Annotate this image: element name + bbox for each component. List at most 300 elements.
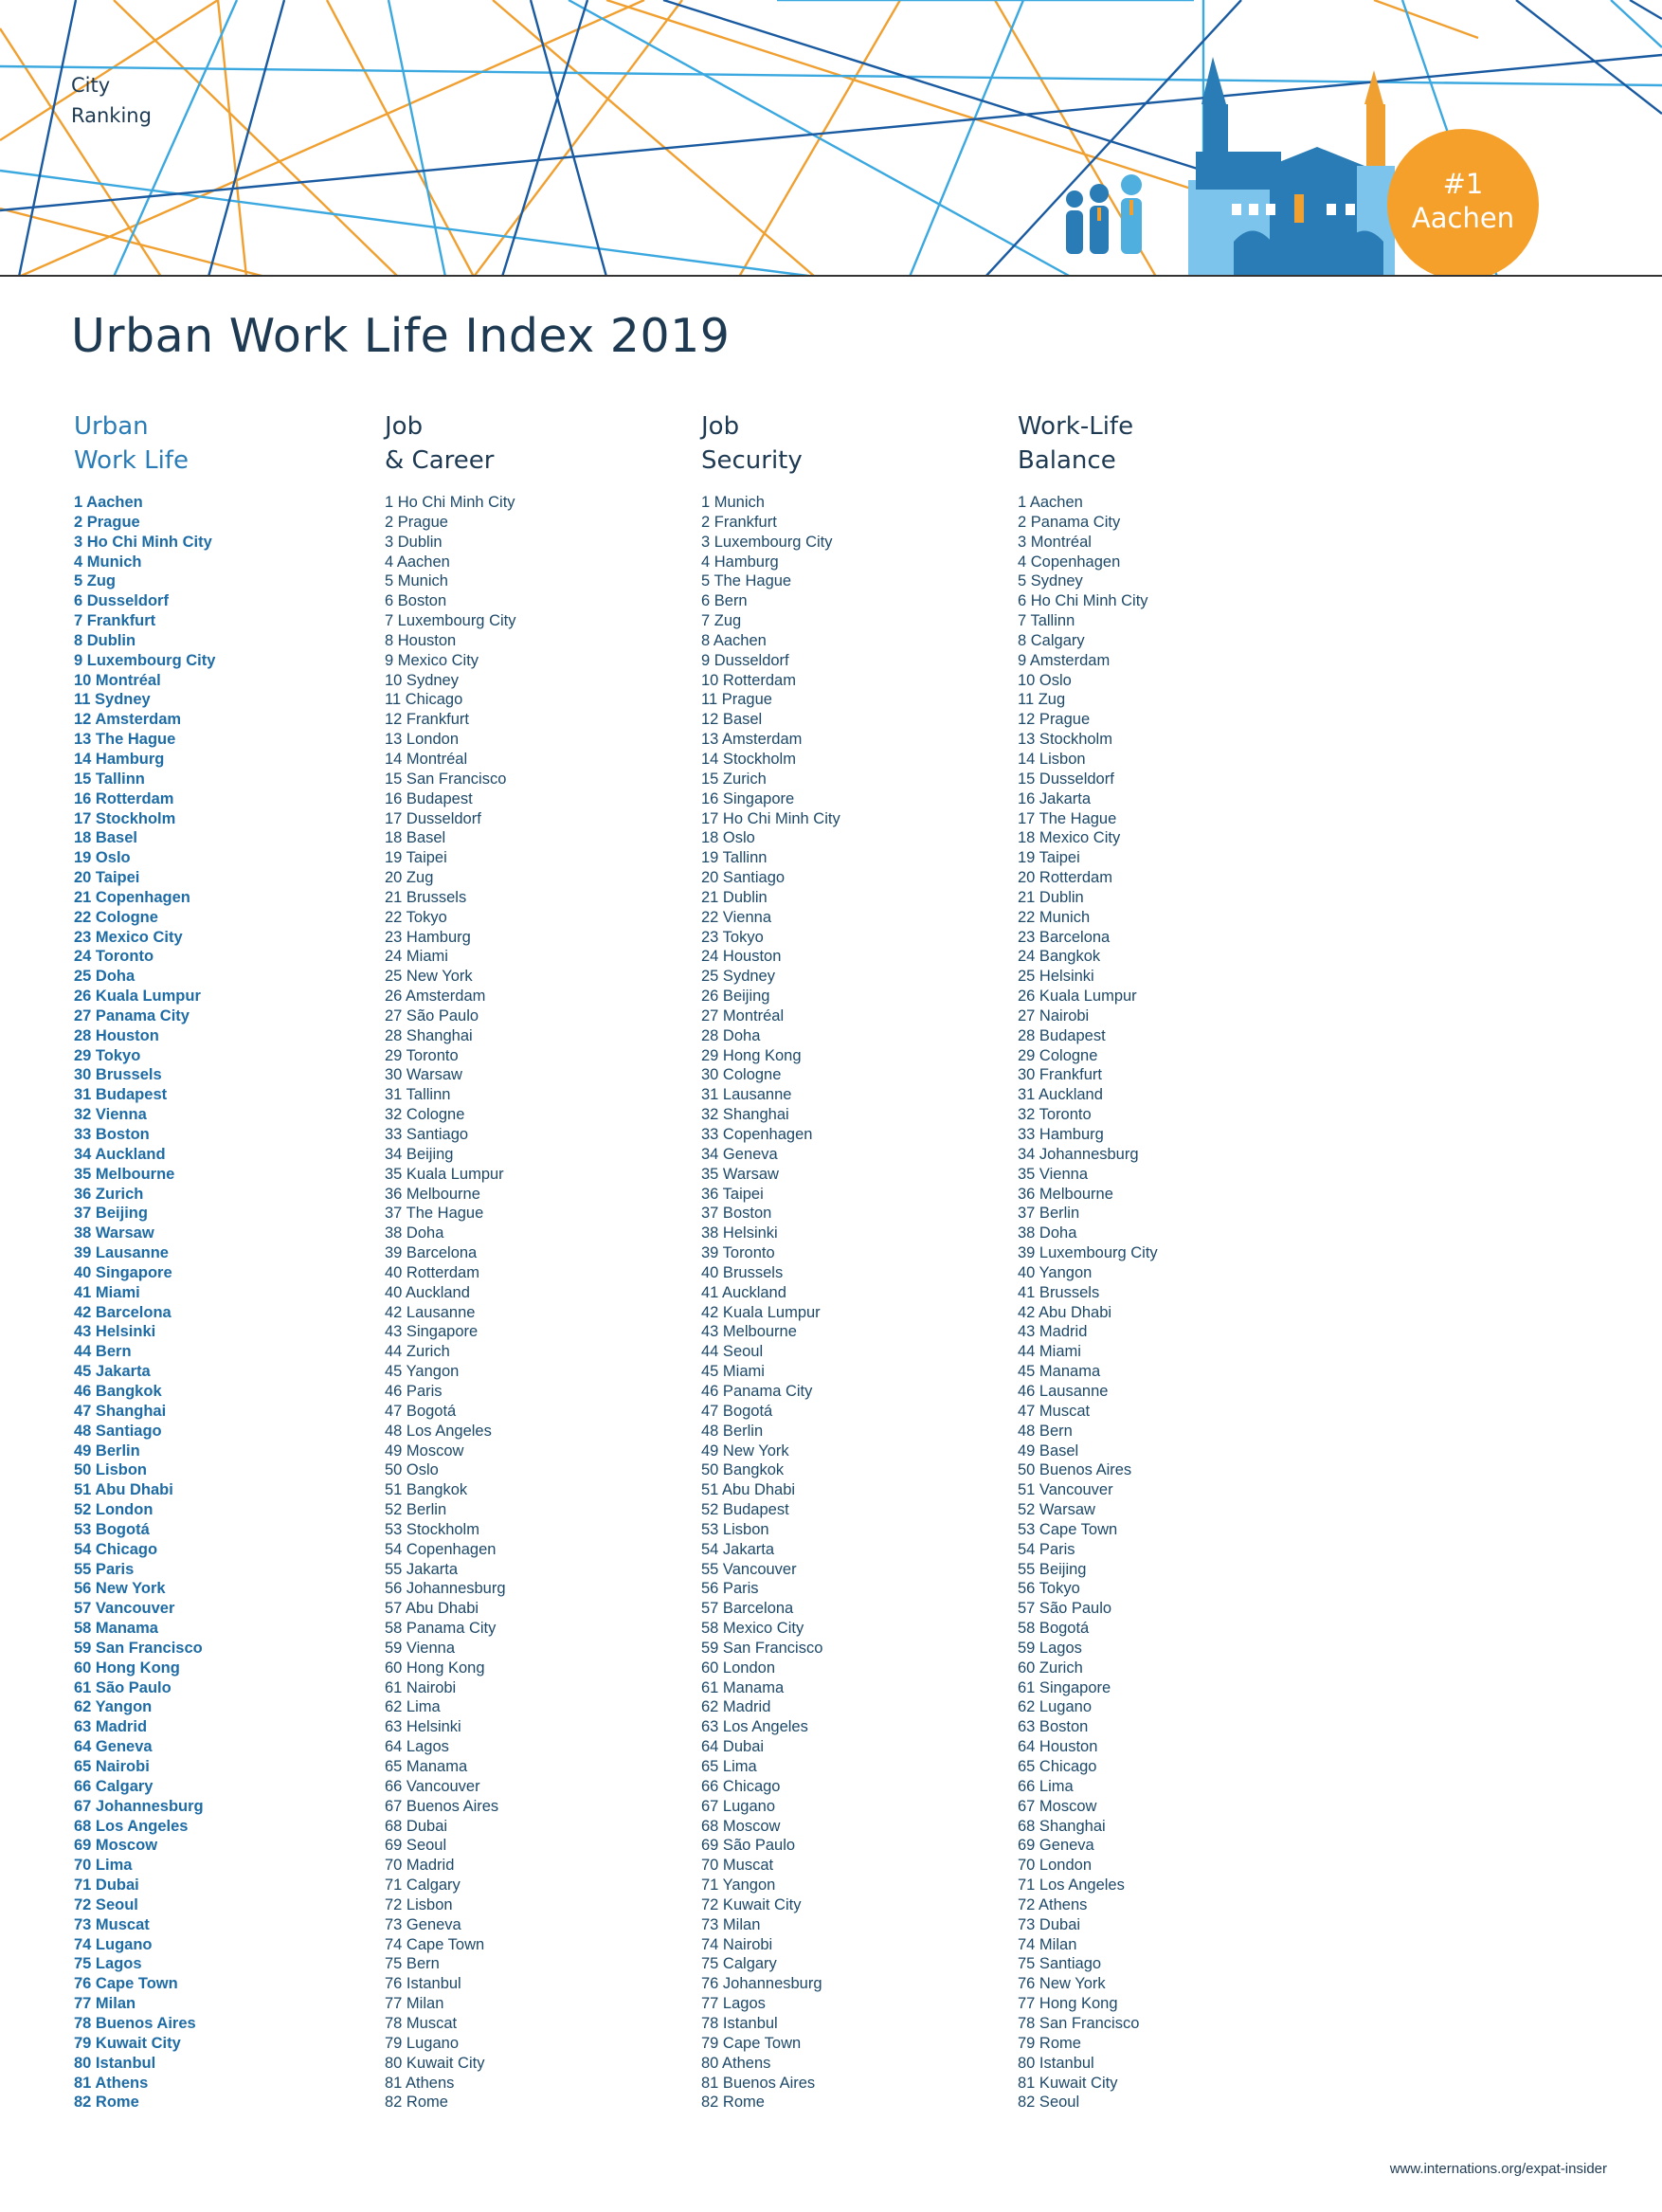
ranking-item: 4 Copenhagen — [1018, 553, 1121, 571]
ranking-item: 46 Bangkok — [74, 1382, 162, 1400]
ranking-item: 17 Dusseldorf — [385, 809, 481, 827]
ranking-item: 50 Lisbon — [74, 1461, 148, 1479]
ranking-item: 46 Panama City — [701, 1382, 813, 1400]
ranking-item: 57 Barcelona — [701, 1600, 794, 1618]
ranking-item: 21 Dublin — [701, 888, 768, 906]
ranking-item: 57 Vancouver — [74, 1600, 175, 1618]
ranking-item: 21 Copenhagen — [74, 888, 190, 906]
ranking-item: 79 Cape Town — [701, 2034, 802, 2052]
ranking-item: 26 Beijing — [701, 988, 770, 1006]
ranking-item: 45 Yangon — [385, 1363, 460, 1381]
ranking-item: 5 Sydney — [1018, 572, 1083, 590]
ranking-item: 82 Seoul — [1018, 2094, 1080, 2112]
ranking-item: 74 Lugano — [74, 1935, 153, 1953]
ranking-item: 23 Mexico City — [74, 928, 183, 946]
ranking-item: 18 Oslo — [701, 829, 755, 847]
ranking-item: 60 Hong Kong — [385, 1659, 485, 1677]
ranking-item: 68 Dubai — [385, 1817, 448, 1835]
ranking-item: 9 Mexico City — [385, 651, 479, 669]
ranking-item: 44 Bern — [74, 1343, 132, 1361]
ranking-item: 36 Zurich — [74, 1185, 144, 1203]
ranking-item: 19 Tallinn — [701, 849, 768, 867]
ranking-item: 53 Stockholm — [385, 1520, 479, 1538]
ranking-item: 74 Nairobi — [701, 1935, 773, 1953]
column-job-career — [385, 409, 688, 2112]
ranking-item: 11 Prague — [701, 691, 772, 709]
ranking-item: 69 Geneva — [1018, 1837, 1094, 1855]
ranking-item: 77 Hong Kong — [1018, 1995, 1118, 2013]
ranking-item: 48 Los Angeles — [385, 1422, 492, 1440]
ranking-item: 69 São Paulo — [701, 1837, 796, 1855]
ranking-item: 74 Cape Town — [385, 1935, 485, 1953]
column-work-life-balance — [1018, 409, 1321, 2112]
ranking-item: 8 Houston — [385, 631, 457, 649]
ranking-item: 20 Zug — [385, 869, 434, 887]
ranking-item: 36 Melbourne — [385, 1185, 480, 1203]
ranking-item: 7 Luxembourg City — [385, 612, 516, 630]
ranking-item: 15 San Francisco — [385, 770, 507, 788]
ranking-item: 66 Calgary — [74, 1777, 154, 1795]
ranking-item: 78 Istanbul — [701, 2014, 778, 2032]
ranking-item: 60 Hong Kong — [74, 1659, 180, 1677]
column-heading-line1: Work-Life — [1018, 412, 1134, 441]
ranking-item: 63 Helsinki — [385, 1718, 461, 1736]
ranking-item: 56 Paris — [701, 1580, 759, 1598]
ranking-item: 47 Shanghai — [74, 1402, 167, 1420]
ranking-item: 2 Panama City — [1018, 513, 1121, 531]
ranking-item: 77 Milan — [385, 1995, 444, 2013]
column-heading-line2: Balance — [1018, 446, 1116, 475]
ranking-item: 7 Tallinn — [1018, 612, 1075, 630]
ranking-item: 66 Chicago — [701, 1777, 781, 1795]
ranking-item: 62 Madrid — [701, 1698, 771, 1716]
ranking-item: 48 Berlin — [701, 1422, 764, 1440]
ranking-item: 18 Basel — [74, 829, 137, 847]
section-label-line1: City — [71, 74, 111, 97]
ranking-item: 79 Lugano — [385, 2034, 459, 2052]
ranking-item: 18 Basel — [385, 829, 446, 847]
ranking-item: 63 Boston — [1018, 1718, 1089, 1736]
ranking-item: 81 Athens — [74, 2074, 149, 2092]
ranking-item: 58 Manama — [74, 1620, 158, 1638]
ranking-item: 28 Doha — [701, 1026, 761, 1044]
column-heading — [701, 409, 1004, 493]
ranking-item: 53 Bogotá — [74, 1520, 150, 1538]
ranking-item: 36 Melbourne — [1018, 1185, 1113, 1203]
ranking-item: 61 Manama — [701, 1678, 785, 1696]
ranking-item: 54 Copenhagen — [385, 1540, 497, 1558]
ranking-item: 62 Yangon — [74, 1698, 153, 1716]
ranking-item: 14 Stockholm — [701, 750, 796, 768]
column-heading-line1: Job — [701, 412, 740, 441]
ranking-item: 57 São Paulo — [1018, 1600, 1112, 1618]
winner-badge — [1387, 129, 1539, 277]
ranking-item: 32 Shanghai — [701, 1106, 789, 1124]
ranking-item: 30 Brussels — [74, 1066, 162, 1084]
ranking-item: 16 Jakarta — [1018, 789, 1092, 807]
ranking-item: 31 Auckland — [1018, 1086, 1103, 1104]
ranking-item: 67 Johannesburg — [74, 1797, 204, 1815]
ranking-item: 21 Brussels — [385, 888, 467, 906]
ranking-item: 66 Vancouver — [385, 1777, 480, 1795]
ranking-item: 12 Prague — [1018, 711, 1091, 729]
ranking-item: 39 Toronto — [701, 1244, 775, 1262]
ranking-item: 46 Paris — [385, 1382, 443, 1400]
ranking-item: 67 Buenos Aires — [385, 1797, 499, 1815]
ranking-item: 26 Amsterdam — [385, 988, 486, 1006]
ranking-item: 65 Nairobi — [74, 1758, 150, 1775]
ranking-item: 34 Beijing — [385, 1145, 454, 1163]
footer-url: www.internations.org/expat-insider — [1389, 2161, 1607, 2177]
ranking-item: 2 Prague — [385, 513, 448, 531]
ranking-item: 5 The Hague — [701, 572, 792, 590]
ranking-item: 21 Dublin — [1018, 888, 1084, 906]
ranking-item: 70 Madrid — [385, 1857, 455, 1875]
ranking-item: 4 Munich — [74, 553, 142, 571]
ranking-item: 44 Seoul — [701, 1343, 764, 1361]
ranking-item: 56 Tokyo — [1018, 1580, 1080, 1598]
ranking-item: 41 Miami — [74, 1283, 140, 1301]
ranking-list — [74, 493, 377, 2112]
ranking-item: 10 Rotterdam — [701, 671, 796, 689]
ranking-item: 22 Munich — [1018, 908, 1091, 926]
ranking-item: 72 Athens — [1018, 1895, 1088, 1913]
ranking-item: 6 Bern — [701, 592, 748, 610]
ranking-item: 35 Warsaw — [701, 1165, 779, 1183]
ranking-item: 17 Stockholm — [74, 809, 176, 827]
ranking-item: 44 Miami — [1018, 1343, 1081, 1361]
ranking-item: 62 Lima — [385, 1698, 441, 1716]
ranking-item: 13 Stockholm — [1018, 731, 1112, 749]
ranking-item: 81 Kuwait City — [1018, 2074, 1118, 2092]
ranking-item: 72 Lisbon — [385, 1895, 453, 1913]
ranking-item: 79 Rome — [1018, 2034, 1081, 2052]
ranking-item: 23 Hamburg — [385, 928, 471, 946]
ranking-item: 43 Helsinki — [74, 1323, 156, 1341]
ranking-item: 43 Singapore — [385, 1323, 479, 1341]
ranking-item: 69 Moscow — [74, 1837, 158, 1855]
ranking-item: 75 Lagos — [74, 1955, 142, 1973]
ranking-item: 56 New York — [74, 1580, 166, 1598]
ranking-item: 74 Milan — [1018, 1935, 1077, 1953]
ranking-item: 82 Rome — [701, 2094, 765, 2112]
ranking-item: 30 Cologne — [701, 1066, 782, 1084]
ranking-item: 68 Shanghai — [1018, 1817, 1106, 1835]
ranking-item: 10 Montréal — [74, 671, 161, 689]
ranking-item: 65 Lima — [701, 1758, 757, 1775]
ranking-item: 58 Bogotá — [1018, 1620, 1090, 1638]
ranking-item: 70 Lima — [74, 1857, 133, 1875]
ranking-item: 22 Tokyo — [385, 908, 447, 926]
ranking-item: 47 Bogotá — [701, 1402, 773, 1420]
ranking-item: 46 Lausanne — [1018, 1382, 1109, 1400]
ranking-item: 73 Geneva — [385, 1915, 461, 1933]
ranking-item: 24 Bangkok — [1018, 948, 1101, 966]
ranking-item: 65 Manama — [385, 1758, 468, 1775]
ranking-item: 79 Kuwait City — [74, 2034, 181, 2052]
ranking-item: 54 Paris — [1018, 1540, 1075, 1558]
ranking-item: 39 Luxembourg City — [1018, 1244, 1158, 1262]
ranking-item: 27 Panama City — [74, 1006, 190, 1024]
ranking-item: 81 Buenos Aires — [701, 2074, 816, 2092]
ranking-item: 59 Lagos — [1018, 1639, 1082, 1657]
ranking-item: 53 Cape Town — [1018, 1520, 1118, 1538]
ranking-item: 12 Frankfurt — [385, 711, 469, 729]
ranking-item: 15 Tallinn — [74, 770, 145, 788]
column-heading — [1018, 409, 1321, 493]
ranking-item: 61 Nairobi — [385, 1678, 457, 1696]
header-divider — [0, 275, 1662, 277]
ranking-item: 33 Copenhagen — [701, 1126, 813, 1143]
ranking-list — [1018, 493, 1321, 2112]
ranking-item: 61 São Paulo — [74, 1678, 172, 1696]
ranking-item: 72 Seoul — [74, 1895, 138, 1913]
ranking-item: 41 Brussels — [1018, 1283, 1100, 1301]
ranking-item: 34 Johannesburg — [1018, 1145, 1139, 1163]
ranking-item: 11 Zug — [1018, 691, 1066, 709]
ranking-item: 13 The Hague — [74, 731, 176, 749]
ranking-item: 38 Doha — [385, 1224, 444, 1242]
ranking-item: 52 Berlin — [385, 1501, 447, 1519]
ranking-item: 39 Barcelona — [385, 1244, 478, 1262]
ranking-item: 19 Taipei — [385, 849, 447, 867]
ranking-item: 75 Calgary — [701, 1955, 777, 1973]
ranking-item: 3 Dublin — [385, 533, 443, 551]
ranking-item: 8 Dublin — [74, 631, 136, 649]
ranking-item: 59 Vienna — [385, 1639, 456, 1657]
ranking-list — [385, 493, 688, 2112]
ranking-item: 59 San Francisco — [74, 1639, 203, 1657]
ranking-item: 37 The Hague — [385, 1205, 484, 1223]
ranking-item: 47 Bogotá — [385, 1402, 457, 1420]
ranking-item: 53 Lisbon — [701, 1520, 769, 1538]
ranking-item: 58 Mexico City — [701, 1620, 804, 1638]
ranking-item: 42 Lausanne — [385, 1303, 476, 1321]
header-banner — [0, 0, 1662, 277]
ranking-item: 42 Barcelona — [74, 1303, 172, 1321]
ranking-item: 19 Oslo — [74, 849, 131, 867]
ranking-item: 58 Panama City — [385, 1620, 497, 1638]
ranking-item: 40 Singapore — [74, 1263, 172, 1281]
winner-city: Aachen — [1411, 202, 1515, 234]
ranking-item: 16 Singapore — [701, 789, 795, 807]
ranking-item: 30 Frankfurt — [1018, 1066, 1102, 1084]
ranking-item: 76 Cape Town — [74, 1975, 178, 1993]
ranking-item: 6 Dusseldorf — [74, 592, 169, 610]
ranking-item: 4 Aachen — [385, 553, 450, 571]
ranking-item: 18 Mexico City — [1018, 829, 1121, 847]
ranking-item: 64 Lagos — [385, 1738, 449, 1756]
ranking-item: 43 Melbourne — [701, 1323, 797, 1341]
ranking-item: 47 Muscat — [1018, 1402, 1091, 1420]
ranking-item: 63 Madrid — [74, 1718, 148, 1736]
ranking-item: 55 Beijing — [1018, 1560, 1087, 1578]
ranking-item: 73 Muscat — [74, 1915, 150, 1933]
ranking-item: 67 Lugano — [701, 1797, 775, 1815]
ranking-item: 26 Kuala Lumpur — [74, 988, 201, 1006]
ranking-item: 66 Lima — [1018, 1777, 1074, 1795]
ranking-item: 24 Miami — [385, 948, 448, 966]
ranking-item: 51 Bangkok — [385, 1481, 468, 1499]
ranking-item: 82 Rome — [74, 2094, 139, 2112]
ranking-item: 55 Jakarta — [385, 1560, 459, 1578]
ranking-item: 40 Yangon — [1018, 1263, 1093, 1281]
ranking-item: 29 Tokyo — [74, 1046, 141, 1064]
ranking-item: 44 Zurich — [385, 1343, 450, 1361]
ranking-item: 61 Singapore — [1018, 1678, 1111, 1696]
ranking-item: 29 Hong Kong — [701, 1046, 802, 1064]
ranking-item: 69 Seoul — [385, 1837, 447, 1855]
column-heading-line2: Security — [701, 446, 803, 475]
ranking-item: 25 Helsinki — [1018, 968, 1094, 986]
ranking-item: 80 Istanbul — [74, 2054, 156, 2072]
ranking-item: 45 Jakarta — [74, 1363, 151, 1381]
ranking-item: 22 Cologne — [74, 908, 158, 926]
ranking-item: 54 Chicago — [74, 1540, 158, 1558]
ranking-item: 29 Cologne — [1018, 1046, 1098, 1064]
ranking-item: 12 Amsterdam — [74, 711, 182, 729]
ranking-item: 27 São Paulo — [385, 1006, 479, 1024]
ranking-item: 24 Houston — [701, 948, 782, 966]
ranking-item: 35 Kuala Lumpur — [385, 1165, 504, 1183]
ranking-item: 11 Chicago — [385, 691, 463, 709]
ranking-item: 41 Auckland — [701, 1283, 786, 1301]
ranking-item: 40 Rotterdam — [385, 1263, 479, 1281]
ranking-item: 7 Zug — [701, 612, 742, 630]
ranking-item: 25 Doha — [74, 968, 135, 986]
ranking-item: 17 The Hague — [1018, 809, 1117, 827]
ranking-item: 68 Los Angeles — [74, 1817, 189, 1835]
column-heading-line1: Job — [385, 412, 424, 441]
ranking-item: 49 New York — [701, 1441, 789, 1460]
ranking-item: 9 Amsterdam — [1018, 651, 1111, 669]
ranking-item: 31 Tallinn — [385, 1086, 451, 1104]
ranking-item: 51 Abu Dhabi — [74, 1481, 173, 1499]
ranking-item: 13 London — [385, 731, 459, 749]
ranking-item: 19 Taipei — [1018, 849, 1080, 867]
ranking-item: 72 Kuwait City — [701, 1895, 802, 1913]
ranking-item: 16 Budapest — [385, 789, 473, 807]
people-icon — [1066, 174, 1142, 254]
ranking-item: 7 Frankfurt — [74, 612, 156, 630]
ranking-item: 50 Oslo — [385, 1461, 439, 1479]
ranking-item: 34 Auckland — [74, 1145, 166, 1163]
ranking-item: 28 Budapest — [1018, 1026, 1106, 1044]
ranking-item: 80 Kuwait City — [385, 2054, 485, 2072]
ranking-item: 38 Doha — [1018, 1224, 1077, 1242]
column-urban-work-life — [74, 409, 377, 2112]
column-heading-line1: Urban — [74, 412, 149, 441]
ranking-item: 6 Boston — [385, 592, 447, 610]
ranking-item: 51 Abu Dhabi — [701, 1481, 796, 1499]
ranking-item: 75 Santiago — [1018, 1955, 1102, 1973]
ranking-item: 55 Vancouver — [701, 1560, 797, 1578]
ranking-item: 77 Milan — [74, 1995, 136, 2013]
ranking-item: 76 New York — [1018, 1975, 1106, 1993]
ranking-item: 32 Cologne — [385, 1106, 465, 1124]
ranking-item: 22 Vienna — [701, 908, 772, 926]
ranking-item: 25 New York — [385, 968, 473, 986]
ranking-item: 63 Los Angeles — [701, 1718, 808, 1736]
ranking-item: 76 Johannesburg — [701, 1975, 822, 1993]
ranking-item: 49 Moscow — [385, 1441, 464, 1460]
ranking-item: 3 Luxembourg City — [701, 533, 833, 551]
ranking-item: 49 Berlin — [74, 1441, 140, 1460]
ranking-item: 45 Manama — [1018, 1363, 1101, 1381]
ranking-item: 13 Amsterdam — [701, 731, 803, 749]
ranking-item: 80 Athens — [701, 2054, 771, 2072]
ranking-item: 60 London — [701, 1659, 775, 1677]
ranking-item: 70 London — [1018, 1857, 1092, 1875]
ranking-item: 2 Frankfurt — [701, 513, 777, 531]
ranking-item: 35 Vienna — [1018, 1165, 1089, 1183]
ranking-item: 48 Santiago — [74, 1422, 162, 1440]
ranking-item: 29 Toronto — [385, 1046, 459, 1064]
ranking-item: 78 Muscat — [385, 2014, 458, 2032]
ranking-item: 26 Kuala Lumpur — [1018, 988, 1137, 1006]
ranking-item: 20 Santiago — [701, 869, 786, 887]
ranking-item: 31 Lausanne — [701, 1086, 792, 1104]
ranking-item: 71 Calgary — [385, 1877, 461, 1895]
ranking-item: 32 Toronto — [1018, 1106, 1092, 1124]
ranking-item: 5 Munich — [385, 572, 448, 590]
ranking-item: 27 Montréal — [701, 1006, 785, 1024]
ranking-item: 9 Luxembourg City — [74, 651, 216, 669]
ranking-item: 38 Helsinki — [701, 1224, 778, 1242]
ranking-item: 38 Warsaw — [74, 1224, 154, 1242]
ranking-item: 77 Lagos — [701, 1995, 766, 2013]
ranking-item: 49 Basel — [1018, 1441, 1079, 1460]
ranking-item: 39 Lausanne — [74, 1244, 169, 1262]
ranking-item: 75 Bern — [385, 1955, 440, 1973]
column-heading — [74, 409, 377, 493]
ranking-item: 10 Oslo — [1018, 671, 1072, 689]
ranking-item: 35 Melbourne — [74, 1165, 175, 1183]
ranking-item: 27 Nairobi — [1018, 1006, 1090, 1024]
ranking-item: 40 Auckland — [385, 1283, 470, 1301]
ranking-item: 6 Ho Chi Minh City — [1018, 592, 1148, 610]
ranking-item: 23 Barcelona — [1018, 928, 1111, 946]
ranking-list — [701, 493, 1004, 2112]
section-label — [71, 70, 223, 131]
ranking-item: 67 Moscow — [1018, 1797, 1097, 1815]
ranking-item: 31 Budapest — [74, 1086, 168, 1104]
ranking-item: 80 Istanbul — [1018, 2054, 1094, 2072]
ranking-item: 48 Bern — [1018, 1422, 1073, 1440]
ranking-item: 25 Sydney — [701, 968, 775, 986]
ranking-item: 59 San Francisco — [701, 1639, 823, 1657]
ranking-item: 78 Buenos Aires — [74, 2014, 196, 2032]
ranking-item: 71 Yangon — [701, 1877, 776, 1895]
ranking-item: 15 Zurich — [701, 770, 767, 788]
ranking-item: 68 Moscow — [701, 1817, 781, 1835]
column-heading-line2: Work Life — [74, 446, 189, 475]
ranking-item: 51 Vancouver — [1018, 1481, 1113, 1499]
ranking-item: 1 Aachen — [74, 494, 143, 511]
ranking-item: 70 Muscat — [701, 1857, 774, 1875]
ranking-item: 78 San Francisco — [1018, 2014, 1140, 2032]
ranking-item: 16 Rotterdam — [74, 789, 174, 807]
ranking-item: 1 Aachen — [1018, 494, 1083, 511]
ranking-item: 37 Boston — [701, 1205, 772, 1223]
ranking-item: 34 Geneva — [701, 1145, 778, 1163]
ranking-item: 82 Rome — [385, 2094, 448, 2112]
ranking-item: 17 Ho Chi Minh City — [701, 809, 840, 827]
ranking-item: 3 Ho Chi Minh City — [74, 533, 212, 551]
ranking-item: 54 Jakarta — [701, 1540, 775, 1558]
ranking-item: 40 Brussels — [701, 1263, 784, 1281]
ranking-item: 15 Dusseldorf — [1018, 770, 1114, 788]
